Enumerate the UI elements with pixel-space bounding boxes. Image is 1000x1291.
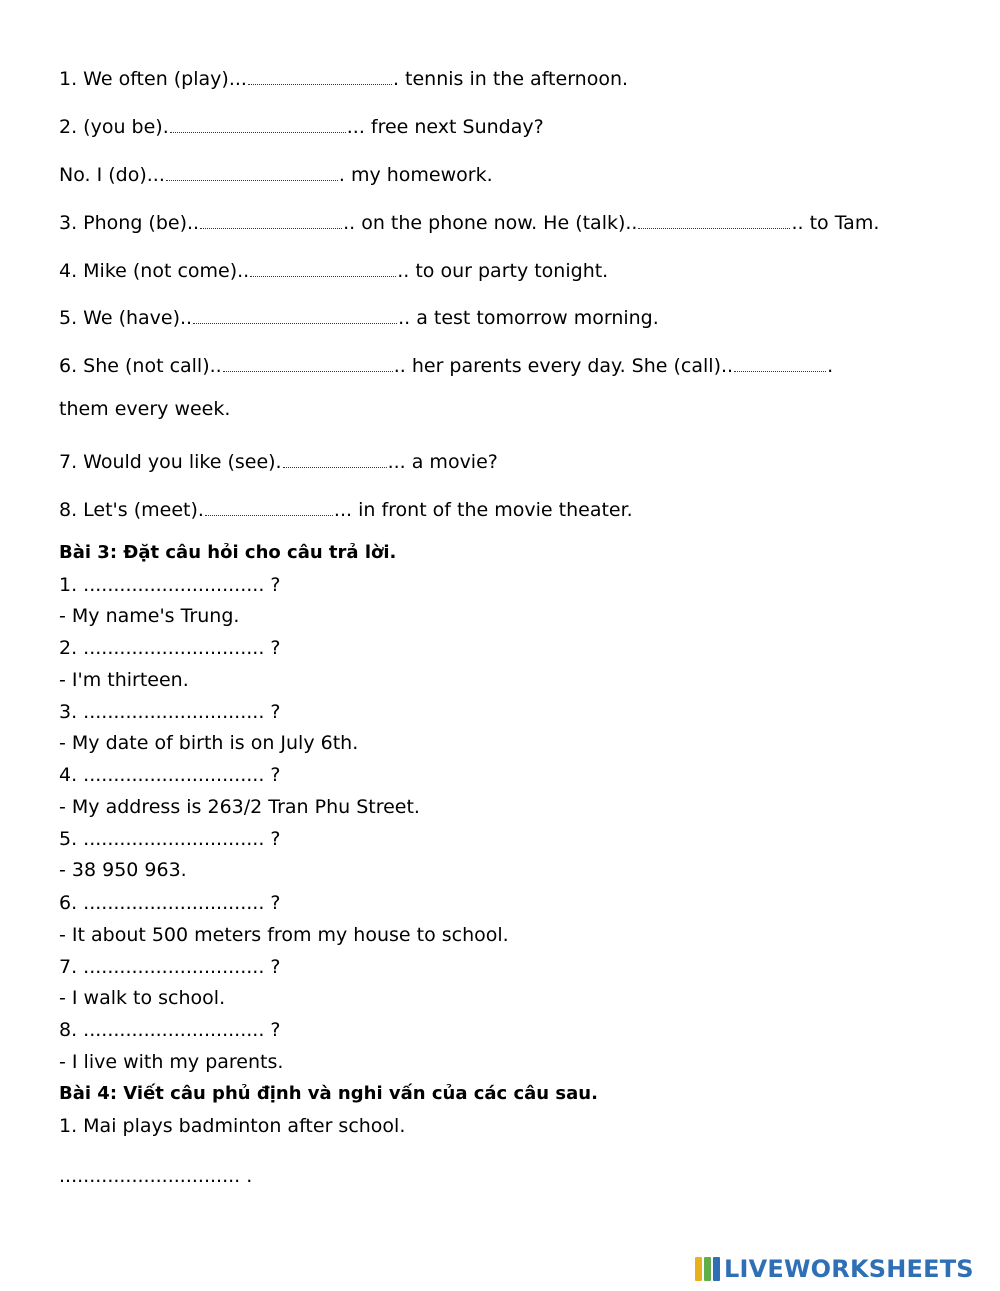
exercise-item-2	[59, 110, 544, 139]
exercise-item-2-answer	[59, 158, 493, 187]
question-4[interactable]: 4. .............................. ?	[59, 764, 281, 786]
section-3-title: Bài 3: Đặt câu hỏi cho câu trả lời.	[59, 542, 397, 563]
answer-1: - My name's Trung.	[59, 605, 240, 627]
question-1[interactable]: 1. .............................. ?	[59, 574, 281, 596]
logo-mark-icon	[695, 1257, 720, 1281]
item-text: 1. We often (play)...	[59, 68, 247, 90]
exercise-item-8	[59, 493, 633, 522]
answer-blank[interactable]	[250, 254, 396, 277]
answer-8: - I live with my parents.	[59, 1051, 284, 1073]
item-text: 5. We (have)..	[59, 307, 193, 329]
question-8[interactable]: 8. .............................. ?	[59, 1019, 281, 1041]
item-text: .. her parents every day. She (call)..	[393, 355, 734, 377]
answer-blank[interactable]	[200, 206, 342, 229]
item-text: ... free next Sunday?	[346, 116, 544, 138]
section-4-title: Bài 4: Viết câu phủ định và nghi vấn của các câu sau.	[59, 1083, 598, 1104]
item-text: .. on the phone now. He (talk)..	[343, 212, 638, 234]
item-text: ... in front of the movie theater.	[333, 499, 633, 521]
answer-7: - I walk to school.	[59, 987, 226, 1009]
exercise-item-1	[59, 62, 628, 91]
answer-blank[interactable]	[205, 493, 333, 516]
exercise-item-6	[59, 349, 833, 378]
exercise-item-5	[59, 301, 659, 330]
item-text: . tennis in the afternoon.	[392, 68, 629, 90]
answer-blank[interactable]	[734, 349, 826, 372]
answer-blank[interactable]	[248, 62, 392, 85]
item-text: 4. Mike (not come)..	[59, 260, 250, 282]
question-5[interactable]: 5. .............................. ?	[59, 828, 281, 850]
item-text: 8. Let's (meet).	[59, 499, 204, 521]
item-text: .. to our party tonight.	[397, 260, 609, 282]
item-text: .. to Tam.	[791, 212, 880, 234]
section-4-answer-line[interactable]: .............................. .	[59, 1165, 253, 1187]
answer-5: - 38 950 963.	[59, 859, 187, 881]
answer-blank[interactable]	[223, 349, 393, 372]
item-text: 7. Would you like (see).	[59, 451, 282, 473]
answer-4: - My address is 263/2 Tran Phu Street.	[59, 796, 420, 818]
exercise-item-6-continued: them every week.	[59, 398, 231, 420]
section-4-sentence-1: 1. Mai plays badminton after school.	[59, 1115, 406, 1137]
liveworksheets-logo	[695, 1254, 974, 1284]
answer-blank[interactable]	[193, 301, 397, 324]
question-7[interactable]: 7. .............................. ?	[59, 956, 281, 978]
exercise-item-7	[59, 445, 498, 474]
item-text: . my homework.	[338, 164, 493, 186]
item-text: .	[827, 355, 834, 377]
question-3[interactable]: 3. .............................. ?	[59, 701, 281, 723]
answer-6: - It about 500 meters from my house to school.	[59, 924, 509, 946]
answer-3: - My date of birth is on July 6th.	[59, 732, 359, 754]
answer-blank[interactable]	[283, 445, 387, 468]
item-text: 2. (you be).	[59, 116, 169, 138]
question-2[interactable]: 2. .............................. ?	[59, 637, 281, 659]
answer-blank[interactable]	[638, 206, 790, 229]
exercise-item-3	[59, 206, 879, 235]
item-text: No. I (do)...	[59, 164, 165, 186]
item-text: .. a test tomorrow morning.	[398, 307, 659, 329]
answer-blank[interactable]	[170, 110, 346, 133]
answer-blank[interactable]	[166, 158, 338, 181]
question-6[interactable]: 6. .............................. ?	[59, 892, 281, 914]
item-text: 3. Phong (be)..	[59, 212, 200, 234]
answer-2: - I'm thirteen.	[59, 669, 189, 691]
item-text: ... a movie?	[387, 451, 498, 473]
item-text: 6. She (not call)..	[59, 355, 222, 377]
logo-text: LIVEWORKSHEETS	[724, 1255, 974, 1283]
exercise-item-4	[59, 254, 608, 283]
